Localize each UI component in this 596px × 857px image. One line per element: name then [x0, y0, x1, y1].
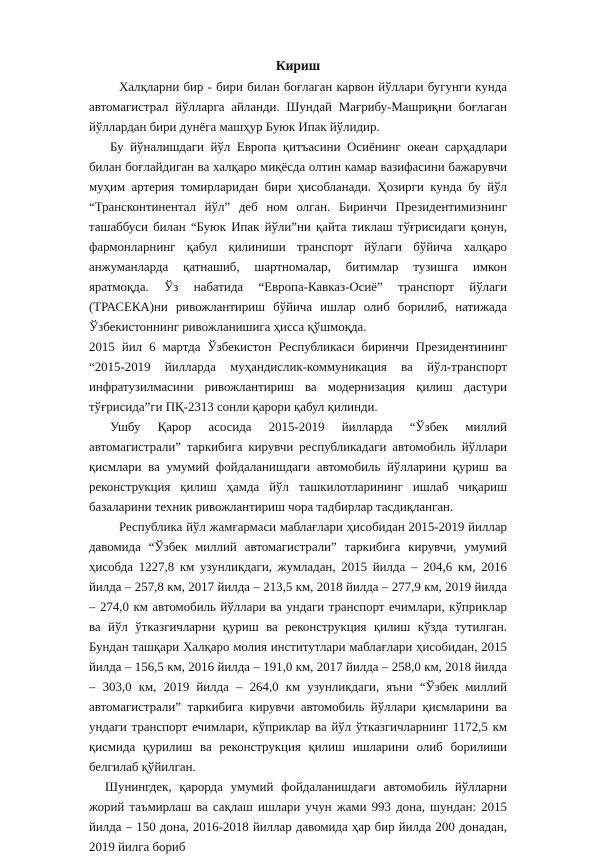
paragraph-intro: Халқларни бир - бири билан боғлаган карвон йўллари бугунги кунда автомагистрал йўлларга айланди. Шундай Мағрибу-Машриқни боғлаган йўллардан бири дунёга машҳур Буюк Ипак йўлидир. — [89, 80, 507, 134]
paragraph-maintenance: Шунингдек, қарорда умумий фойдаланишдаги автомобиль йўлларни жорий таъмирлаш ва сақлаш ишлари учун жами 993 дона, шундан: 2015 йилда – 150 дона, 2016-2018 йиллар давомида ҳар бир йилда 200 донадан, 2019 йилга бориб — [89, 780, 507, 854]
document-page — [89, 56, 507, 857]
paragraph-road-fund: Республика йўл жамғармаси маблағлари ҳисобидан 2015-2019 йиллар давомида “Ўзбек миллий автомагистрали” таркибига кирувчи, умумий ҳисобда 1227,8 км узунликдаги, жумладан, 2015 йилда – 204,6 км, 2016 йилда – 257,8 км, 2017 йилда – 213,5 км, 2018 йилда – 277,9 км, 2019 йилда – 274,0 км автомобиль йўллари ва ундаги транспорт ечимлари, кўприклар ва йўл ўтказгичларни қуриш ва реконструкция қилиш кўзда тутилган. Бундан ташқари Халқаро молия институтлари маблағлари ҳисобидан, 2015 йилда – 156,5 км, 2016 йилда – 191,0 км, 2017 йилда – 258,0 км, 2018 йилда – 303,0 км, 2019 йилда – 264,0 км узунликдаги, яъни “Ўзбек миллий автомагистрали” таркибига кирувчи автомобиль йўллари қисмларини ва ундаги транспорт ечимлари, кўприклар ва йўл ўтказгичларнинг 1172,5 км қисмида қурилиш ва реконструкция қилиш ишларини олиб борилиши белгилаб қўйилган. — [89, 520, 507, 774]
paragraph-silk-road: Бу йўналишдаги йўл Европа қитъасини Осиёнинг океан сарҳадлари билан боғлайдиган ва халқаро миқёсда олтин камар вазифасини бажарувчи муҳим артерия томирларидан бири ҳисобланади. Ҳозирги кунда бу йўл “Трансконтинентал йўл” деб ном олган. Биринчи Президентимизнинг ташаббуси билан “Буюк Ипак йўли”ни қайта тиклаш тўғрисидаги қонун, фармонларнинг қабул қилиниши транспорт йўлаги бўйича халқаро анжуманларда қатнашиб, шартномалар, битимлар тузишга имкон яратмоқда. Ўз набатида “Европа-Кавказ-Осиё” транспорт йўлаги (ТРАСЕКА)ни ривожлантириш бўйича ишлар олиб борилиб, натижада Ўзбекистоннинг ривожланишига ҳисса қўшмоқда. — [89, 140, 507, 334]
paragraph-decree-basis: Ушбу Қарор асосида 2015-2019 йилларда “Ўзбек миллий автомагистрали” таркибига кирувчи республикадаги автомобиль йўллари қисмлари ва умумий фойдаланишдаги автомобиль йўлларини қуриш ва реконструкция қилиш ҳамда йўл ташкилотларининг ишлаб чиқариш базаларини техник ривожлантириш чора тадбирлар тасдиқланган. — [89, 420, 507, 514]
document-title: Кириш — [275, 58, 321, 73]
paragraph-resolution: 2015 йил 6 мартда Ўзбекистон Республикаси биринчи Президентининг “2015-2019 йилларда муҳандислик-коммуникация ва йўл-транспорт инфратузилмасини ривожлантириш ва модернизация қилиш дастури тўғрисида”ги ПҚ-2313 сонли қарори қабул қилинди. — [89, 340, 507, 414]
